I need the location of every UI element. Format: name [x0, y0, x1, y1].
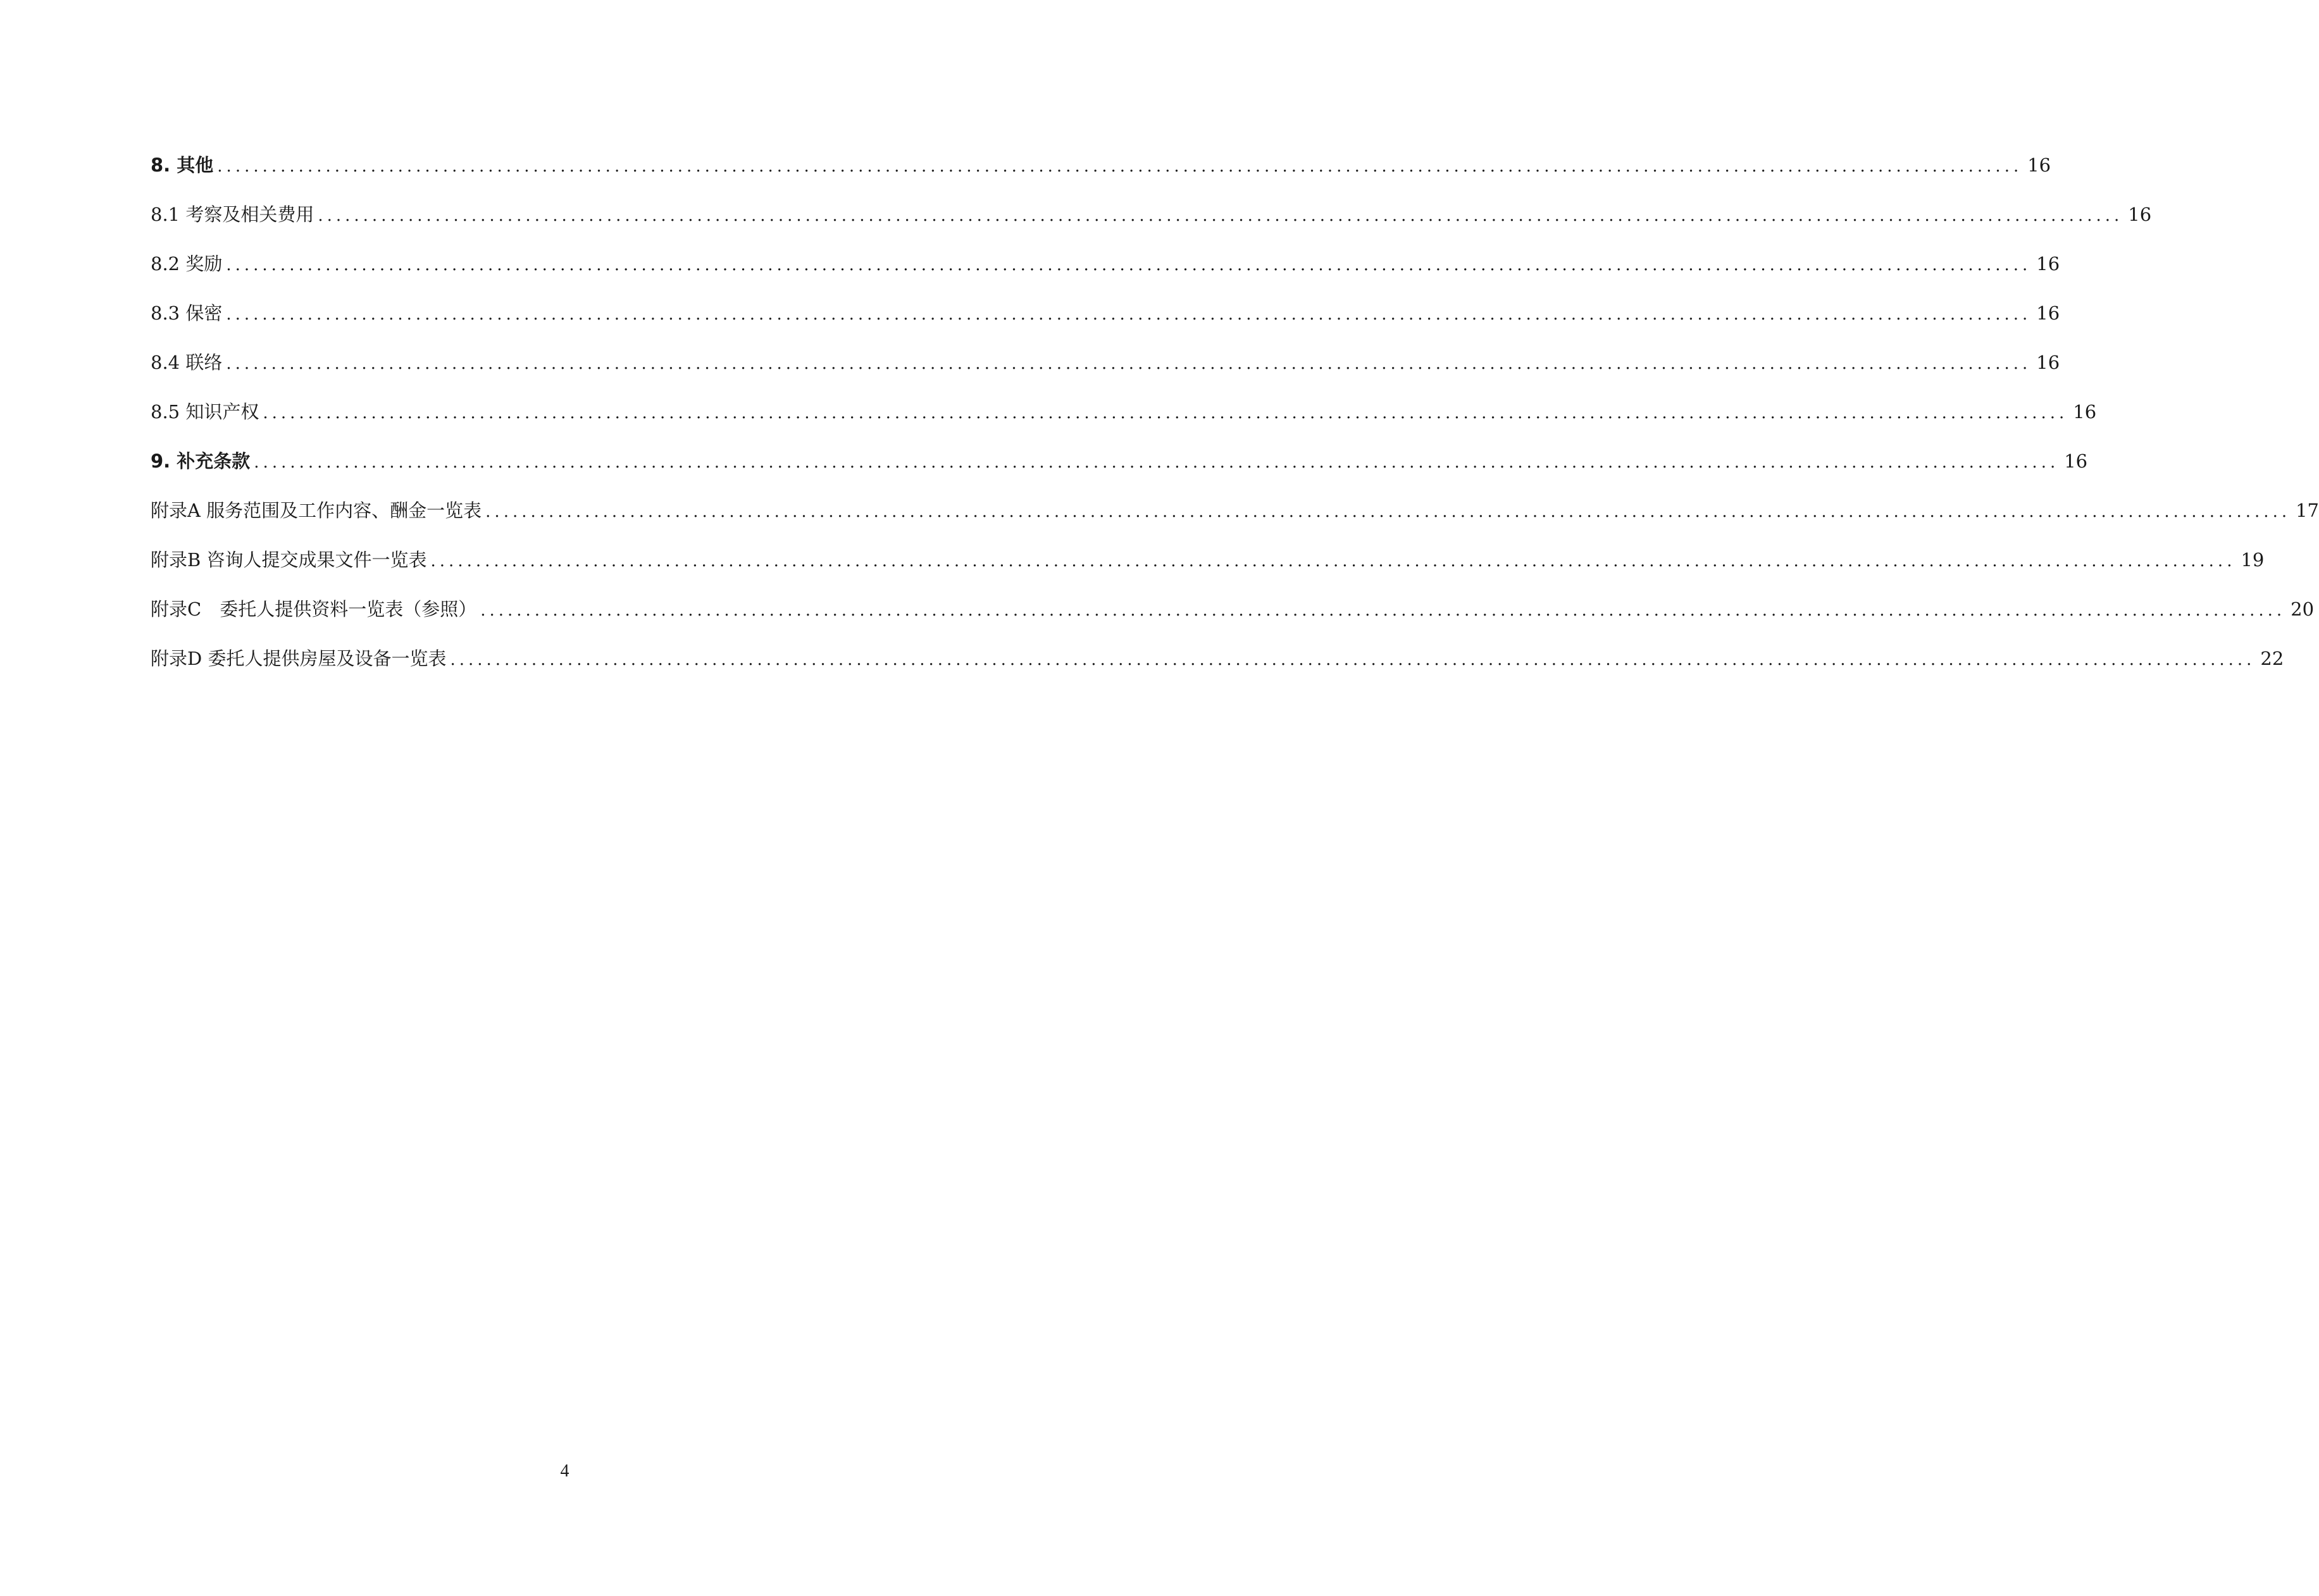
toc-entry-appendix-d[interactable]	[151, 634, 2284, 683]
toc-entry-title: 8.4 联络	[151, 352, 223, 373]
page-number: 4	[560, 1461, 569, 1481]
toc-entry-8-2[interactable]	[151, 239, 2060, 288]
toc-dot-leader: ........................................................................................................................................................................................................	[217, 157, 2023, 176]
toc-entry-8[interactable]	[151, 140, 2051, 190]
toc-entry-8-3[interactable]	[151, 288, 2060, 338]
toc-dot-leader: ........................................................................................................................................................................................................	[226, 305, 2032, 324]
toc-entry-title: 9. 补充条款	[151, 450, 251, 472]
toc-entry-page: 16	[2027, 154, 2051, 176]
table-of-contents	[151, 140, 2319, 683]
toc-entry-appendix-b[interactable]	[151, 535, 2265, 585]
toc-entry-appendix-a[interactable]	[151, 486, 2319, 535]
toc-entry-9[interactable]	[151, 436, 2088, 486]
toc-entry-title: 8. 其他	[151, 154, 214, 176]
toc-entry-title: 附录B 咨询人提交成果文件一览表	[151, 549, 427, 571]
toc-dot-leader: ........................................................................................................................................................................................................	[254, 453, 2060, 472]
toc-entry-page: 20	[2291, 598, 2315, 620]
toc-dot-leader: ........................................................................................................................................................................................................	[318, 206, 2123, 225]
toc-entry-page: 16	[2064, 450, 2088, 472]
toc-entry-page: 16	[2036, 302, 2060, 324]
toc-dot-leader: ........................................................................................................................................................................................................	[226, 354, 2032, 373]
toc-dot-leader: ........................................................................................................................................................................................................	[430, 552, 2236, 571]
toc-entry-appendix-c[interactable]	[151, 585, 2315, 634]
toc-entry-page: 19	[2241, 549, 2265, 571]
toc-entry-page: 16	[2128, 204, 2152, 225]
toc-entry-8-1[interactable]	[151, 190, 2152, 239]
toc-entry-title: 8.5 知识产权	[151, 401, 259, 423]
toc-entry-title: 8.2 奖励	[151, 253, 223, 275]
toc-entry-8-5[interactable]	[151, 387, 2097, 436]
toc-entry-title: 附录D 委托人提供房屋及设备一览表	[151, 648, 447, 669]
toc-entry-title: 8.1 考察及相关费用	[151, 204, 314, 225]
toc-entry-page: 17	[2296, 500, 2319, 521]
toc-dot-leader: ........................................................................................................................................................................................................	[485, 502, 2291, 521]
toc-dot-leader: ........................................................................................................................................................................................................	[263, 404, 2068, 423]
toc-dot-leader: ........................................................................................................................................................................................................	[226, 256, 2032, 275]
toc-dot-leader: ........................................................................................................................................................................................................	[450, 650, 2256, 669]
toc-entry-page: 22	[2260, 648, 2284, 669]
toc-entry-page: 16	[2036, 352, 2060, 373]
toc-entry-title: 8.3 保密	[151, 302, 223, 324]
toc-entry-title: 附录A 服务范围及工作内容、酬金一览表	[151, 500, 482, 521]
toc-entry-page: 16	[2036, 253, 2060, 275]
toc-dot-leader: ........................................................................................................................................................................................................	[480, 601, 2286, 620]
toc-entry-page: 16	[2073, 401, 2097, 423]
toc-entry-title: 附录C 委托人提供资料一览表（参照）	[151, 598, 477, 620]
toc-entry-8-4[interactable]	[151, 338, 2060, 387]
